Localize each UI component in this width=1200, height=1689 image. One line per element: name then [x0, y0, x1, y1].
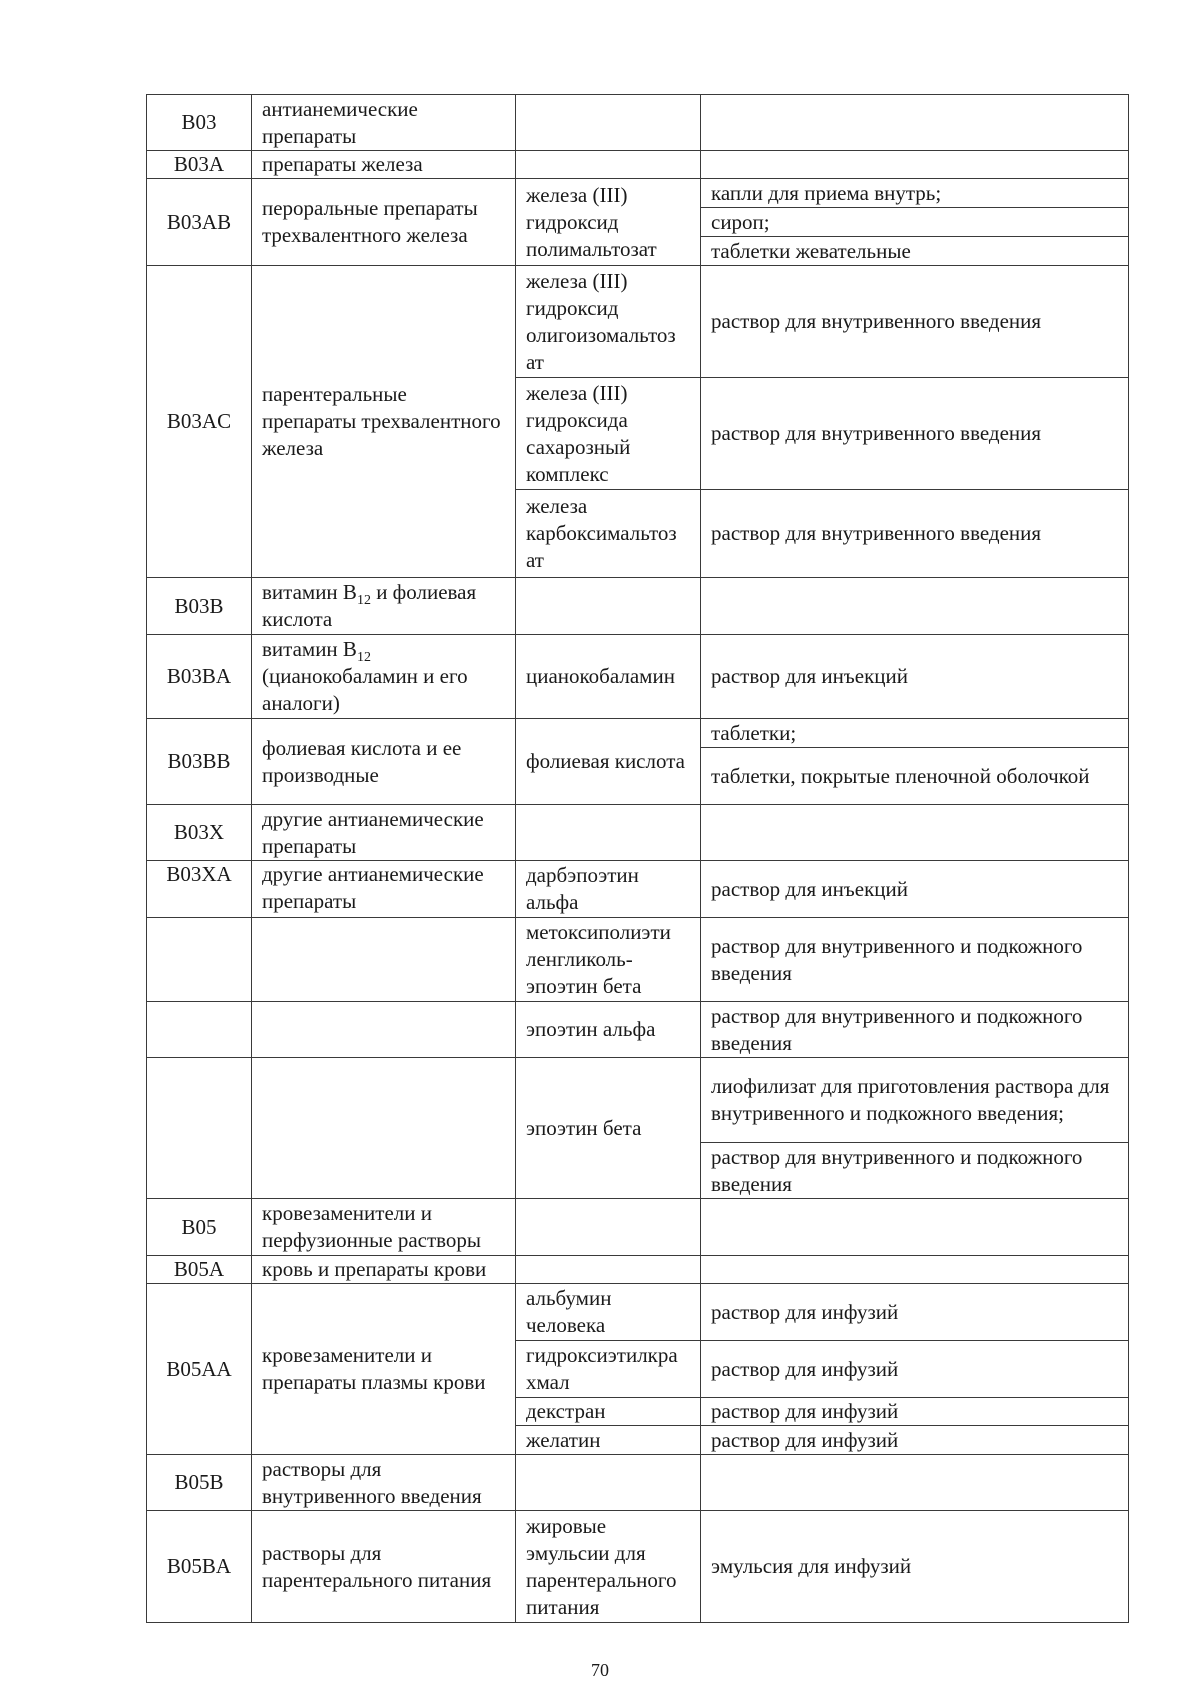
group-name: растворы для парентерального питания [252, 1511, 516, 1623]
group-name: кровь и препараты крови [252, 1256, 516, 1284]
drug-name: фолиевая кислота [516, 719, 701, 805]
atc-code: B05B [147, 1455, 252, 1511]
table-row [147, 1199, 1129, 1256]
drug-name [516, 1256, 701, 1284]
table-row [147, 635, 1129, 719]
group-name: пероральные препараты трехвалентного железа [252, 179, 516, 266]
drug-name [516, 805, 701, 861]
dosage-form: раствор для инфузий [701, 1426, 1129, 1455]
atc-code: B03X [147, 805, 252, 861]
table-row [147, 719, 1129, 748]
drug-name [516, 95, 701, 151]
drug-name: гидроксиэтилкра хмал [516, 1341, 701, 1398]
dosage-form [701, 1455, 1129, 1511]
dosage-form: раствор для инфузий [701, 1341, 1129, 1398]
group-name [252, 635, 516, 719]
group-name [252, 578, 516, 635]
atc-code [147, 1058, 252, 1199]
atc-code [147, 918, 252, 1002]
dosage-form: раствор для внутривенного и подкожного введения [701, 1002, 1129, 1058]
drug-name: метоксиполиэти ленгликоль-эпоэтин бета [516, 918, 701, 1002]
table-row [147, 1455, 1129, 1511]
atc-code: B03XA [147, 861, 252, 918]
drug-name: железа (III) гидроксид олигоизомальтоз ат [516, 266, 701, 378]
drug-name: железа карбоксимальтоз ат [516, 490, 701, 578]
dosage-form: раствор для внутривенного введения [701, 266, 1129, 378]
drug-name: желатин [516, 1426, 701, 1455]
atc-code: B05 [147, 1199, 252, 1256]
group-name [252, 1002, 516, 1058]
drug-name: цианокобаламин [516, 635, 701, 719]
drug-name: жировые эмульсии для парентерального питания [516, 1511, 701, 1623]
group-name-prefix: витамин B [262, 580, 357, 604]
table-row [147, 918, 1129, 1002]
table-row [147, 266, 1129, 378]
dosage-form [701, 95, 1129, 151]
table-row [147, 1058, 1129, 1143]
group-name: антианемические препараты [252, 95, 516, 151]
dosage-form: раствор для инъекций [701, 635, 1129, 719]
atc-code: B03B [147, 578, 252, 635]
group-name-suffix: и фолиевая кислота [262, 580, 477, 631]
dosage-form [701, 151, 1129, 179]
drug-name: эпоэтин бета [516, 1058, 701, 1199]
table-row [147, 1284, 1129, 1341]
dosage-form: таблетки, покрытые пленочной оболочкой [701, 748, 1129, 805]
dosage-form [701, 1256, 1129, 1284]
group-name-suffix: (цианокобаламин и его аналоги) [262, 664, 468, 715]
drug-name: альбумин человека [516, 1284, 701, 1341]
group-name: парентеральные препараты трехвалентного железа [252, 266, 516, 578]
group-name [252, 918, 516, 1002]
dosage-form: раствор для инъекций [701, 861, 1129, 918]
drug-classification-table [146, 94, 1129, 1623]
dosage-form: раствор для внутривенного и подкожного введения [701, 1143, 1129, 1199]
group-name-subscript: 12 [356, 593, 371, 609]
group-name: кровезаменители и перфузионные растворы [252, 1199, 516, 1256]
dosage-form: таблетки жевательные [701, 237, 1129, 266]
dosage-form: эмульсия для инфузий [701, 1511, 1129, 1623]
atc-code: B03 [147, 95, 252, 151]
group-name: другие антианемические препараты [252, 861, 516, 918]
drug-name: декстран [516, 1398, 701, 1426]
dosage-form [701, 578, 1129, 635]
drug-name [516, 1455, 701, 1511]
dosage-form: раствор для инфузий [701, 1284, 1129, 1341]
group-name-subscript: 12 [356, 650, 371, 666]
table-row [147, 95, 1129, 151]
drug-name: дарбэпоэтин альфа [516, 861, 701, 918]
dosage-form: раствор для внутривенного и подкожного введения [701, 918, 1129, 1002]
atc-code: B05BA [147, 1511, 252, 1623]
atc-code: B03BB [147, 719, 252, 805]
dosage-form: раствор для инфузий [701, 1398, 1129, 1426]
group-name: другие антианемические препараты [252, 805, 516, 861]
drug-name [516, 151, 701, 179]
group-name: препараты железа [252, 151, 516, 179]
drug-name: железа (III) гидроксида сахарозный комплекс [516, 378, 701, 490]
group-name: кровезаменители и препараты плазмы крови [252, 1284, 516, 1455]
table-row [147, 861, 1129, 918]
dosage-form: раствор для внутривенного введения [701, 378, 1129, 490]
table-row [147, 1511, 1129, 1623]
atc-code: B03BA [147, 635, 252, 719]
dosage-form [701, 805, 1129, 861]
atc-code: B05AA [147, 1284, 252, 1455]
table-row [147, 578, 1129, 635]
drug-name: эпоэтин альфа [516, 1002, 701, 1058]
drug-name [516, 1199, 701, 1256]
table-row [147, 151, 1129, 179]
table-row [147, 179, 1129, 208]
atc-code [147, 1002, 252, 1058]
atc-code: B03A [147, 151, 252, 179]
dosage-form: раствор для внутривенного введения [701, 490, 1129, 578]
drug-name: железа (III) гидроксид полимальтозат [516, 179, 701, 266]
dosage-form: лиофилизат для приготовления раствора для внутривенного и подкожного введения; [701, 1058, 1129, 1143]
dosage-form: таблетки; [701, 719, 1129, 748]
atc-code: B05A [147, 1256, 252, 1284]
atc-code: B03AC [147, 266, 252, 578]
group-name-prefix: витамин B [262, 637, 357, 661]
group-name: фолиевая кислота и ее производные [252, 719, 516, 805]
table-row [147, 1002, 1129, 1058]
table-row [147, 1256, 1129, 1284]
dosage-form: капли для приема внутрь; [701, 179, 1129, 208]
page-number: 70 [591, 1660, 609, 1680]
group-name: растворы для внутривенного введения [252, 1455, 516, 1511]
atc-code: B03AB [147, 179, 252, 266]
dosage-form: сироп; [701, 208, 1129, 237]
group-name [252, 1058, 516, 1199]
table-row [147, 805, 1129, 861]
drug-name [516, 578, 701, 635]
dosage-form [701, 1199, 1129, 1256]
